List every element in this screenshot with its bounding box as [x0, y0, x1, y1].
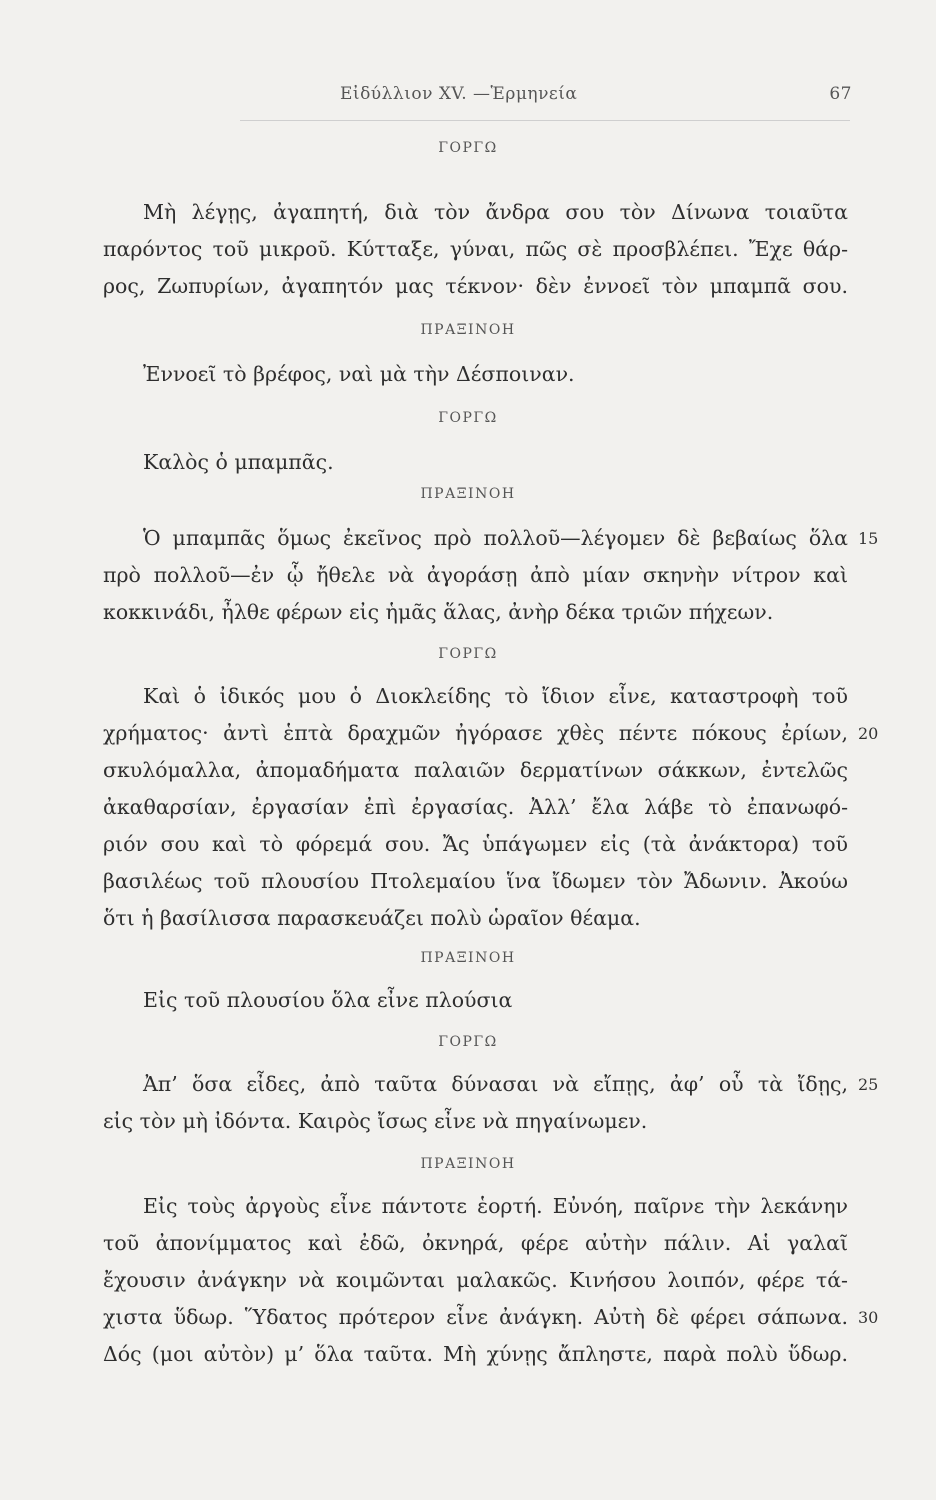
- text-line: χρήματος· ἀντὶ ἑπτὰ δραχμῶν ἠγόρασε χθὲς πέντε πόκους ἐρίων,: [103, 721, 848, 745]
- text-line: ριόν σου καὶ τὸ φόρεμά σου. Ἄς ὑπάγωμεν εἰς (τὰ ἀνάκτορα) τοῦ: [103, 832, 848, 856]
- line-number: 20: [858, 724, 879, 743]
- speaker-name: ΓΟΡΓΩ: [438, 646, 498, 662]
- page-number: 67: [829, 84, 852, 104]
- running-title: Εἰδύλλιον XV. —Ἑρμηνεία: [340, 84, 578, 104]
- text-line: χιστα ὕδωρ. Ὕδατος πρότερον εἶνε ἀνάγκη. Αὐτὴ δὲ φέρει σάπωνα.: [103, 1305, 848, 1329]
- text-line: ρος, Ζωπυρίων, ἀγαπητόν μας τέκνον· δὲν ἐννοεῖ τὸν μπαμπᾶ σου.: [103, 274, 848, 298]
- speaker-name: ΓΟΡΓΩ: [438, 140, 498, 156]
- text-line: πρὸ πολλοῦ—ἐν ᾧ ἤθελε νὰ ἀγοράσῃ ἀπὸ μίαν σκηνὴν νίτρον καὶ: [103, 563, 848, 587]
- text-line: Ἀπ’ ὅσα εἶδες, ἀπὸ ταῦτα δύνασαι νὰ εἴπῃς, ἀφ’ οὗ τὰ ἴδῃς,: [143, 1072, 848, 1096]
- text-line: τοῦ ἀπονίμματος καὶ ἐδῶ, ὀκνηρά, φέρε αὐτὴν πάλιν. Αἱ γαλαῖ: [103, 1231, 848, 1255]
- text-line: Δός (μοι αὐτὸν) μ’ ὅλα ταῦτα. Μὴ χύνῃς ἄπληστε, παρὰ πολὺ ὕδωρ.: [103, 1342, 848, 1366]
- text-line: παρόντος τοῦ μικροῦ. Κύτταξε, γύναι, πῶς σὲ προσβλέπει. Ἔχε θάρ-: [103, 237, 848, 261]
- speaker-name: ΓΟΡΓΩ: [438, 1034, 498, 1050]
- text-line: Ὁ μπαμπᾶς ὅμως ἐκεῖνος πρὸ πολλοῦ—λέγομεν δὲ βεβαίως ὅλα: [143, 526, 848, 550]
- text-line: Ἐννοεῖ τὸ βρέφος, ναὶ μὰ τὴν Δέσποιναν.: [143, 362, 575, 386]
- speaker-name: ΠΡΑΞΙΝΟΗ: [420, 950, 516, 966]
- line-number: 15: [858, 529, 879, 548]
- text-line: ἀκαθαρσίαν, ἐργασίαν ἐπὶ ἐργασίας. Ἀλλ’ ἔλα λάβε τὸ ἐπανωφό-: [103, 795, 848, 819]
- speaker-name: ΠΡΑΞΙΝΟΗ: [420, 322, 516, 338]
- text-line: βασιλέως τοῦ πλουσίου Πτολεμαίου ἵνα ἴδωμεν τὸν Ἄδωνιν. Ἀκούω: [103, 869, 848, 893]
- speaker-name: ΓΟΡΓΩ: [438, 410, 498, 426]
- text-line: Εἰς τοὺς ἀργοὺς εἶνε πάντοτε ἑορτή. Εὐνόη, παῖρνε τὴν λεκάνην: [143, 1194, 848, 1218]
- text-line: εἰς τὸν μὴ ἰδόντα. Καιρὸς ἴσως εἶνε νὰ πηγαίνωμεν.: [103, 1109, 648, 1133]
- text-line: Εἰς τοῦ πλουσίου ὅλα εἶνε πλούσια: [143, 988, 513, 1012]
- speaker-name: ΠΡΑΞΙΝΟΗ: [420, 486, 516, 502]
- text-line: ἔχουσιν ἀνάγκην νὰ κοιμῶνται μαλακῶς. Κινήσου λοιπόν, φέρε τά-: [103, 1268, 848, 1292]
- line-number: 30: [858, 1308, 879, 1327]
- text-line: σκυλόμαλλα, ἀπομαδήματα παλαιῶν δερματίνων σάκκων, ἐντελῶς: [103, 758, 848, 782]
- text-line: Καὶ ὁ ἰδικός μου ὁ Διοκλείδης τὸ ἴδιον εἶνε, καταστροφὴ τοῦ: [143, 684, 848, 708]
- text-line: κοκκινάδι, ἦλθε φέρων εἰς ἡμᾶς ἅλας, ἀνὴρ δέκα τριῶν πήχεων.: [103, 600, 774, 624]
- text-line: Μὴ λέγῃς, ἀγαπητή, διὰ τὸν ἄνδρα σου τὸν Δίνωνα τοιαῦτα: [143, 200, 848, 224]
- text-line: Καλὸς ὁ μπαμπᾶς.: [143, 450, 334, 474]
- header-rule: [240, 120, 850, 121]
- speaker-name: ΠΡΑΞΙΝΟΗ: [420, 1156, 516, 1172]
- line-number: 25: [858, 1075, 879, 1094]
- text-line: ὅτι ἡ βασίλισσα παρασκευάζει πολὺ ὡραῖον θέαμα.: [103, 906, 641, 930]
